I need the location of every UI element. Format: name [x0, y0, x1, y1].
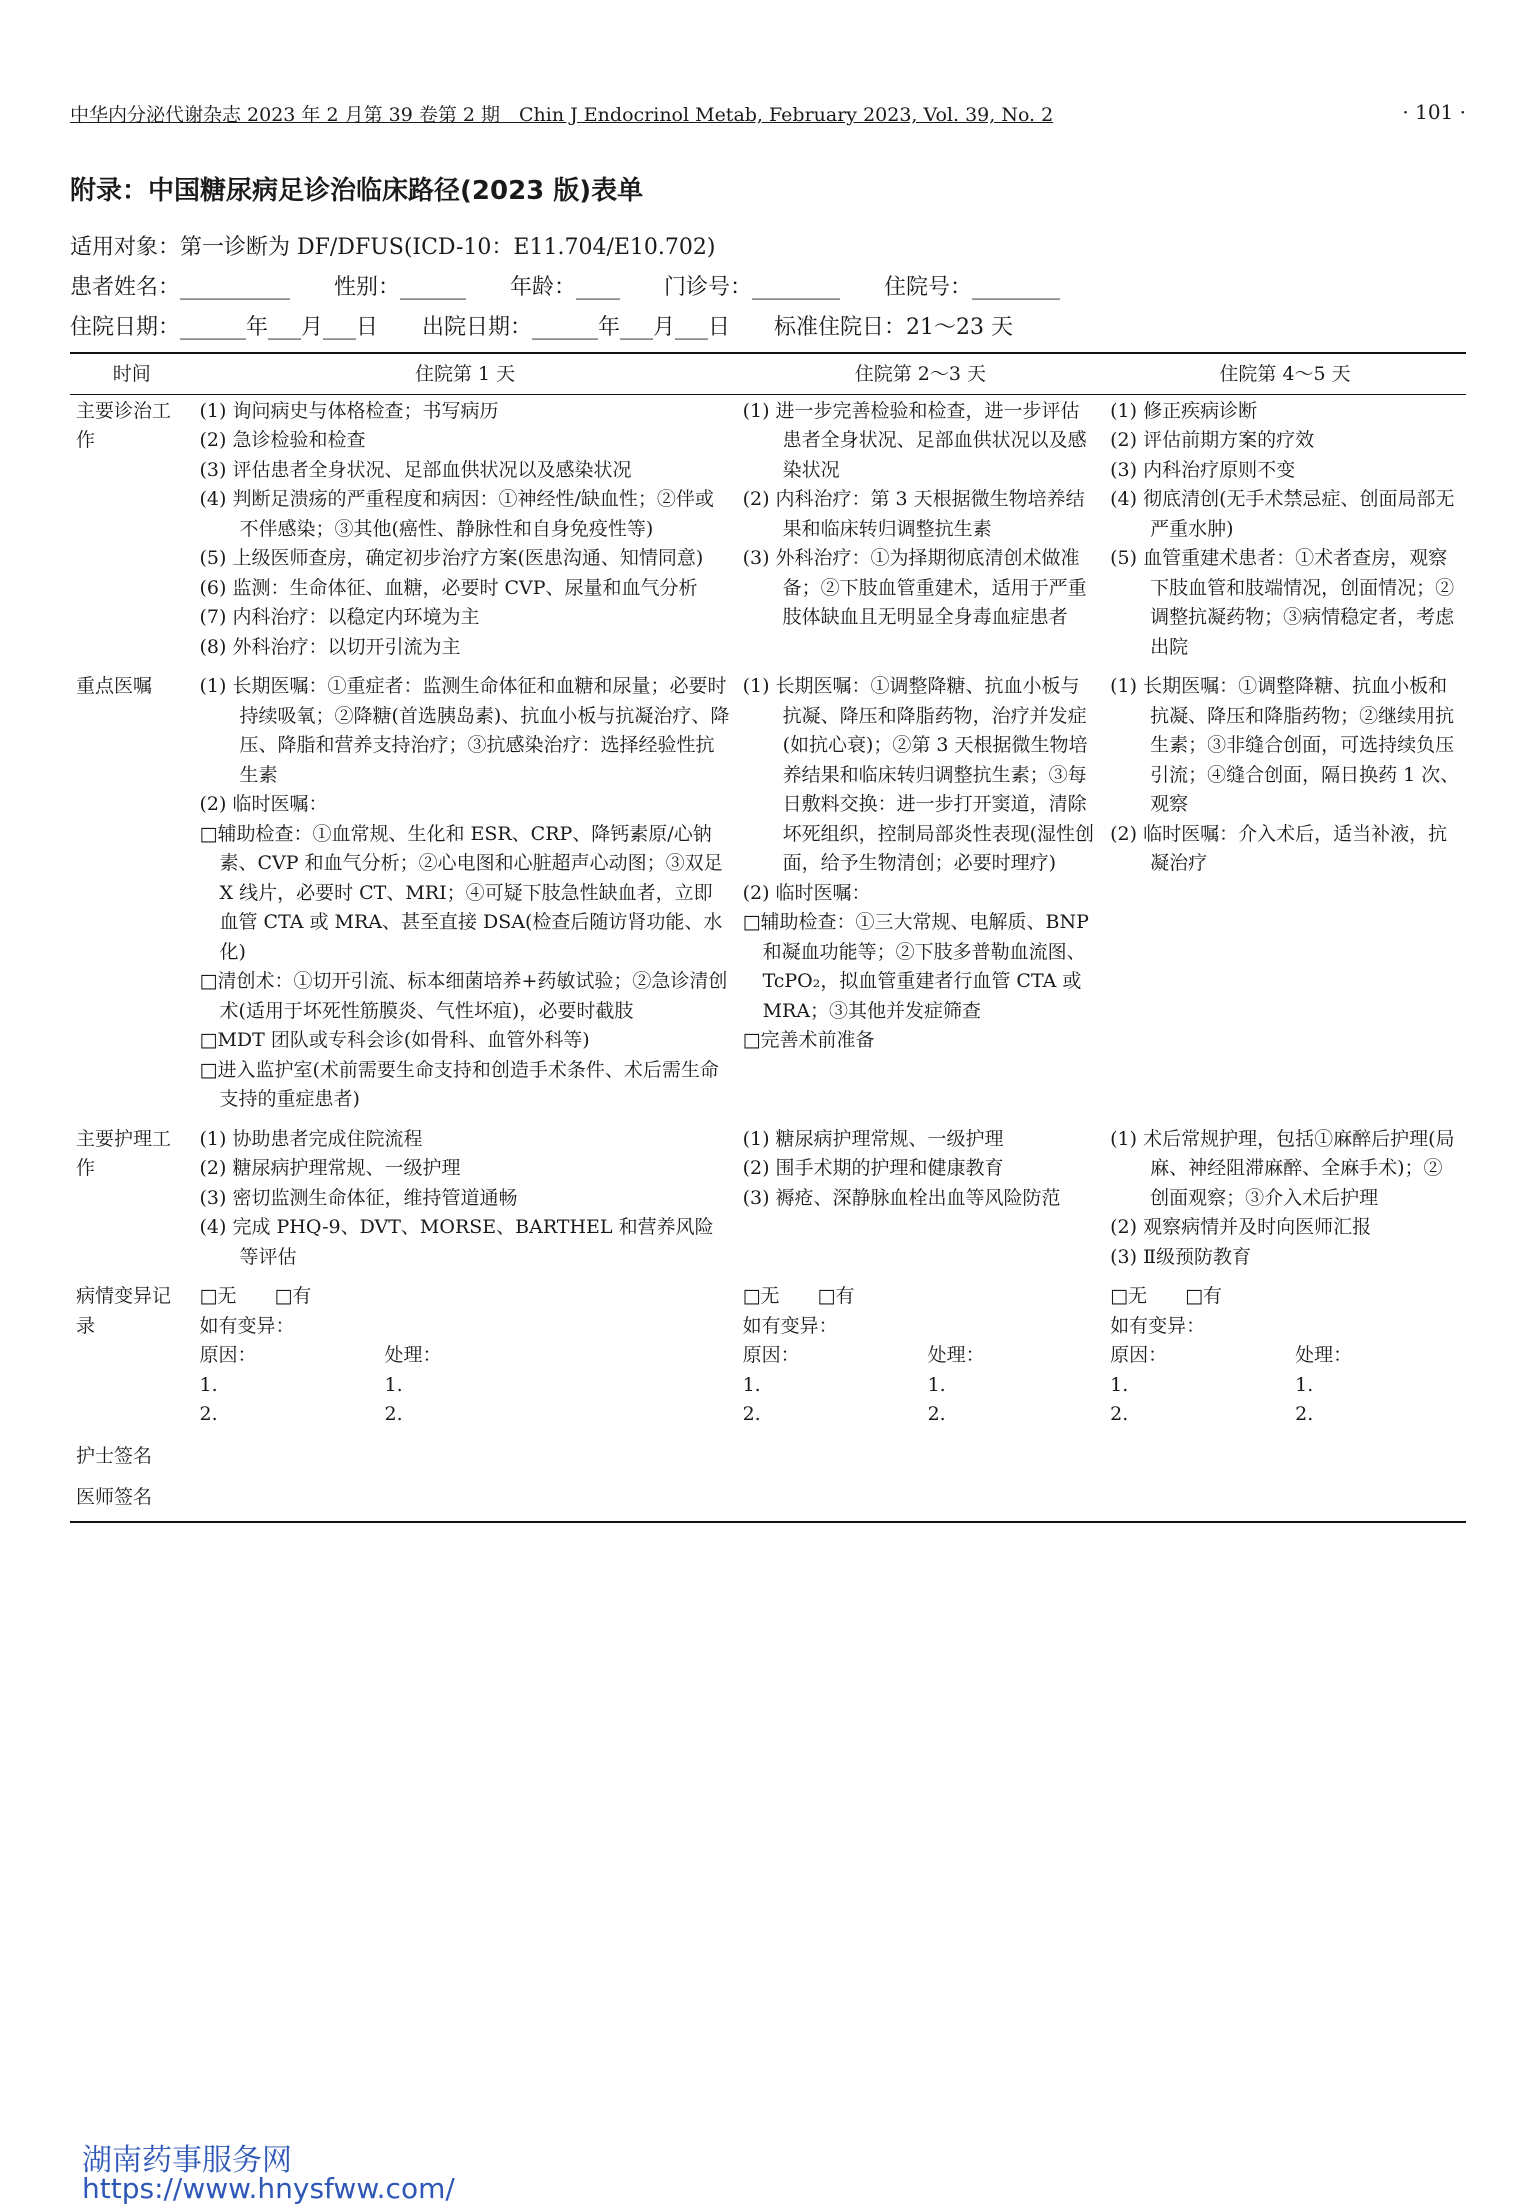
sign-field[interactable]: [194, 1438, 737, 1480]
variance-line: [200, 1371, 731, 1401]
variance-reason-label: 原因：: [742, 1344, 800, 1366]
list-item: (4) 判断足溃疡的严重程度和病因：①神经性/缺血性；②伴或不伴感染；③其他(癌性、静脉性和自身免疫性等): [199, 488, 714, 540]
variance-if-any: 如有变异：: [199, 1314, 295, 1337]
variance-num: 2.: [742, 1403, 761, 1425]
variance-num: 1.: [384, 1373, 403, 1396]
list-item: (2) 急诊检验和检查: [199, 429, 366, 451]
row-doctor-sign: [70, 1479, 1466, 1522]
variance-cell: [1104, 1280, 1466, 1438]
sign-field[interactable]: [1104, 1479, 1466, 1522]
journal-citation: 中华内分泌代谢杂志 2023 年 2 月第 39 卷第 2 期 Chin J Endocrinol Metab, February 2023, Vol. 39, No. 2: [70, 104, 1054, 126]
table-header-row: [70, 353, 1466, 394]
list-item: (1) 长期医嘱：①重症者：监测生命体征和血糖和尿量；必要时持续吸氧；②降糖(首选胰岛素)、抗血小板与抗凝治疗、降压、降脂和营养支持治疗；③抗感染治疗：选择经验性抗生素: [199, 675, 730, 786]
row-variance-record: [70, 1280, 1466, 1438]
variance-handle-label: 处理：: [927, 1344, 985, 1366]
variance-num: 2.: [199, 1403, 218, 1425]
list-item: (5) 上级医师查房，确定初步治疗方案(医患沟通、知情同意): [199, 547, 704, 569]
list-item: (1) 糖尿病护理常规、一级护理: [742, 1127, 1004, 1150]
row-label: 重点医嘱: [76, 675, 153, 697]
variance-handle-label: 处理：: [1295, 1344, 1353, 1366]
checkbox-item[interactable]: □辅助检查：①三大常规、电解质、BNP 和凝血功能等；②下肢多普勒血流图、TcPO₂，拟血管重建者行血管 CTA 或 MRA；③其他并发症筛查: [742, 911, 1089, 1022]
cell-content: [1104, 394, 1466, 670]
variance-if-any: 如有变异：: [742, 1314, 838, 1337]
cell-content: [194, 394, 737, 670]
row-key-orders: [70, 670, 1466, 1123]
variance-options[interactable]: □无 □有: [742, 1285, 855, 1307]
variance-options[interactable]: □无 □有: [1110, 1285, 1223, 1307]
page-title: 附录：中国糖尿病足诊治临床路径(2023 版)表单: [70, 176, 644, 206]
cell-content: [737, 670, 1105, 1123]
cell-content: [194, 1123, 737, 1281]
variance-line: [743, 1371, 1099, 1401]
variance-reason-label: 原因：: [1110, 1344, 1168, 1366]
checkbox-item[interactable]: □进入监护室(术前需要生命支持和创造手术条件、术后需生命支持的重症患者): [199, 1058, 719, 1110]
list-item: (2) 糖尿病护理常规、一级护理: [199, 1157, 461, 1179]
watermark-url[interactable]: https://www.hnysfww.com/: [82, 2172, 455, 2205]
list-item: (3) Ⅱ级预防教育: [1110, 1245, 1251, 1268]
variance-if-any: 如有变异：: [1110, 1314, 1206, 1337]
checkbox-item[interactable]: □MDT 团队或专科会诊(如骨科、血管外科等): [199, 1029, 590, 1051]
list-item: (2) 观察病情并及时向医师汇报: [1110, 1216, 1372, 1238]
list-item: (5) 血管重建术患者：①术者查房，观察下肢血管和肢端情况，创面情况；②调整抗凝药物；③病情稳定者，考虑出院: [1110, 547, 1455, 658]
list-item: (1) 协助患者完成住院流程: [199, 1127, 423, 1150]
list-item: (3) 密切监测生命体征，维持管道通畅: [199, 1186, 518, 1209]
variance-cell: [737, 1280, 1105, 1438]
variance-line: [1110, 1371, 1460, 1401]
variance-num: 2.: [1110, 1403, 1129, 1425]
checkbox-item[interactable]: □完善术前准备: [742, 1029, 875, 1051]
list-item: (2) 评估前期方案的疗效: [1110, 429, 1315, 451]
sign-label: 护士签名: [76, 1444, 153, 1467]
cell-content: [737, 1123, 1105, 1281]
list-item: (7) 内科治疗：以稳定内环境为主: [199, 606, 480, 628]
variance-line: [743, 1400, 1099, 1430]
list-item: (3) 评估患者全身状况、足部血供状况以及感染状况: [199, 458, 632, 481]
meta-applicable: 适用对象：第一诊断为 DF/DFUS(ICD-10：E11.704/E10.702): [70, 235, 716, 260]
sign-field[interactable]: [737, 1479, 1105, 1522]
cell-content: [737, 394, 1105, 670]
variance-line: [1110, 1341, 1460, 1371]
sign-label: 医师签名: [70, 1479, 194, 1522]
list-item: (3) 内科治疗原则不变: [1110, 458, 1296, 481]
journal-header: [70, 100, 1053, 127]
list-item: (1) 询问病史与体格检查；书写病历: [199, 399, 499, 422]
variance-line: [200, 1400, 731, 1430]
col-header-day1: 住院第 1 天: [194, 353, 737, 394]
list-item: (2) 临时医嘱：: [742, 881, 871, 904]
variance-cell: [194, 1280, 737, 1438]
variance-num: 1.: [199, 1373, 218, 1396]
variance-reason-label: 原因：: [199, 1344, 257, 1366]
cell-content: [1104, 670, 1466, 1123]
sign-field[interactable]: [1104, 1438, 1466, 1480]
list-item: (1) 进一步完善检验和检查，进一步评估患者全身状况、足部血供状况以及感染状况: [742, 399, 1087, 481]
checkbox-item[interactable]: □清创术：①切开引流、标本细菌培养+药敏试验；②急诊清创术(适用于坏死性筋膜炎、气性坏疽)，必要时截肢: [199, 970, 728, 1022]
col-header-time: 时间: [70, 353, 194, 394]
list-item: (4) 彻底清创(无手术禁忌症、创面局部无严重水肿): [1110, 488, 1455, 540]
list-item: (4) 完成 PHQ-9、DVT、MORSE、BARTHEL 和营养风险等评估: [199, 1216, 714, 1268]
clinical-pathway-table: [70, 352, 1466, 1523]
variance-num: 1.: [927, 1373, 946, 1396]
variance-num: 1.: [1295, 1373, 1314, 1396]
list-item: (2) 内科治疗：第 3 天根据微生物培养结果和临床转归调整抗生素: [742, 488, 1085, 540]
list-item: (2) 临时医嘱：: [199, 793, 328, 815]
variance-num: 1.: [742, 1373, 761, 1396]
row-nursing-work: [70, 1123, 1466, 1281]
row-label: 主要护理工作: [76, 1127, 172, 1179]
variance-handle-label: 处理：: [384, 1344, 442, 1366]
meta-patient-info: 患者姓名：__________ 性别：______ 年龄：____ 门诊号：________ 住院号：________: [70, 275, 1061, 300]
variance-line: [1110, 1400, 1460, 1430]
col-header-day2-3: 住院第 2～3 天: [737, 353, 1105, 394]
list-item: (6) 监测：生命体征、血糖，必要时 CVP、尿量和血气分析: [199, 576, 698, 599]
variance-num: 1.: [1110, 1373, 1129, 1396]
list-item: (1) 长期医嘱：①调整降糖、抗血小板和抗凝、降压和降脂药物；②继续用抗生素；③非缝合创面，可选持续负压引流；④缝合创面，隔日换药 1 次、观察: [1110, 675, 1460, 815]
list-item: (1) 修正疾病诊断: [1110, 399, 1258, 422]
watermark-name: 湖南药事服务网: [82, 2143, 292, 2178]
list-item: (8) 外科治疗：以切开引流为主: [199, 635, 461, 658]
checkbox-item[interactable]: □辅助检查：①血常规、生化和 ESR、CRP、降钙素原/心钠素、CVP 和血气分析；②心电图和心脏超声心动图；③双足 X 线片，必要时 CT、MRI；④可疑下肢急性缺血者，立即血管 CTA 或 MRA、甚至直接 DSA(检查后随访肾功能、水化): [199, 822, 723, 963]
list-item: (1) 术后常规护理，包括①麻醉后护理(局麻、神经阻滞麻醉、全麻手术)；②创面观察；③介入术后护理: [1110, 1127, 1455, 1209]
cell-content: [1104, 1123, 1466, 1281]
variance-num: 2.: [1295, 1403, 1314, 1425]
variance-line: [743, 1341, 1099, 1371]
variance-num: 2.: [384, 1403, 403, 1425]
row-diagnosis-work: [70, 394, 1466, 670]
variance-line: [200, 1341, 731, 1371]
list-item: (3) 外科治疗：①为择期彻底清创术做准备；②下肢血管重建术，适用于严重肢体缺血且无明显全身毒血症患者: [742, 547, 1087, 628]
variance-options[interactable]: □无 □有: [199, 1285, 312, 1307]
list-item: (2) 临时医嘱：介入术后，适当补液，抗凝治疗: [1110, 822, 1448, 874]
page-number: · 101 ·: [1402, 100, 1466, 124]
meta-dates: 住院日期：______年___月___日 出院日期：______年___月___日 标准住院日：21～23 天: [70, 315, 1013, 340]
cell-content: [194, 670, 737, 1123]
variance-num: 2.: [927, 1403, 946, 1425]
row-label: 病情变异记录: [76, 1285, 172, 1337]
list-item: (2) 围手术期的护理和健康教育: [742, 1157, 1004, 1179]
col-header-day4-5: 住院第 4～5 天: [1104, 353, 1466, 394]
row-label: 主要诊治工作: [76, 399, 172, 451]
list-item: (3) 褥疮、深静脉血栓出血等风险防范: [742, 1186, 1061, 1209]
list-item: (1) 长期医嘱：①调整降糖、抗血小板与抗凝、降压和降脂药物，治疗并发症(如抗心衰)；②第 3 天根据微生物培养结果和临床转归调整抗生素；③每日敷料交换：进一步打开窦道，清除坏死组织，控制局部炎性表现(湿性创面，给予生物清创；必要时理疗): [742, 675, 1094, 874]
row-nurse-sign: [70, 1438, 1466, 1480]
sign-field[interactable]: [737, 1438, 1105, 1480]
sign-field[interactable]: [194, 1479, 737, 1522]
